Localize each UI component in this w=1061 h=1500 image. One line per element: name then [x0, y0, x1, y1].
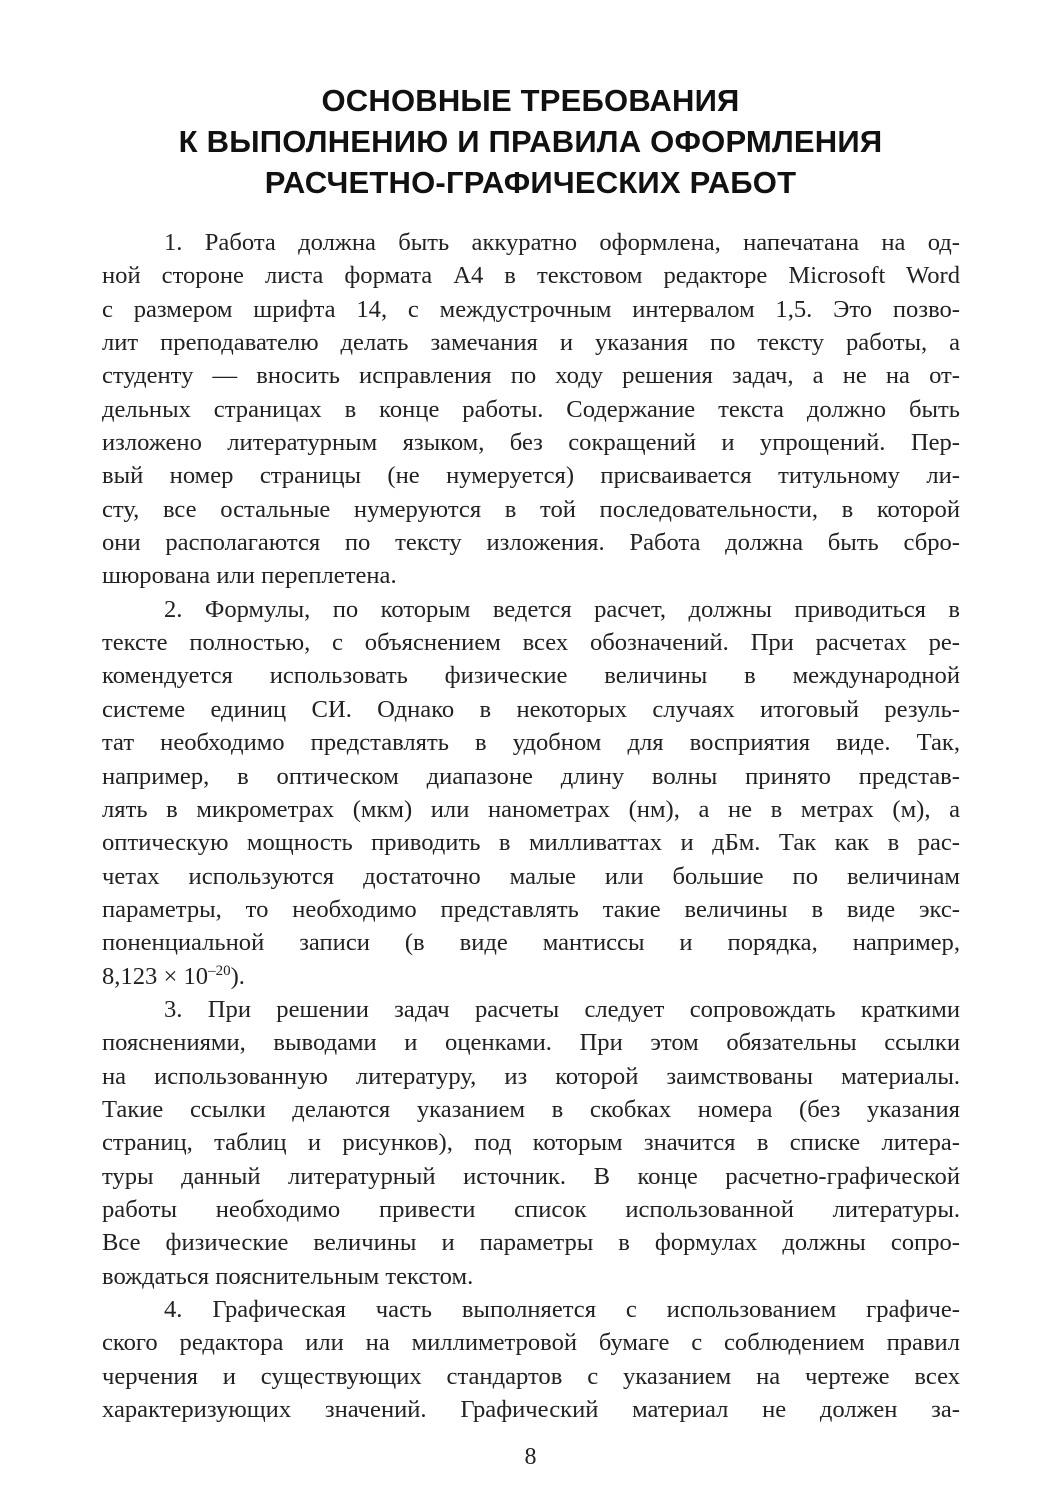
body-text — [102, 226, 960, 1426]
text-line: черчения и существующих стандартов с указанием на чертеже всех — [102, 1362, 960, 1390]
page-title — [100, 80, 961, 203]
text-line: с размером шрифта 14, с междустрочным интервалом 1,5. Это позво- — [102, 295, 960, 323]
text-line: шюрована или переплетена. — [102, 562, 397, 590]
text-line: тексте полностью, с объяснением всех обозначений. При расчетах ре- — [102, 629, 960, 657]
text-line: четах используются достаточно малые или большие по величинам — [102, 862, 960, 890]
text-line: системе единиц СИ. Однако в некоторых случаях итоговый резуль- — [102, 695, 960, 723]
formula-line — [102, 960, 960, 993]
text-line: вождаться пояснительным текстом. — [102, 1262, 474, 1290]
text-line: тат необходимо представлять в удобном для восприятия виде. Так, — [102, 729, 960, 757]
title-line: ОСНОВНЫЕ ТРЕБОВАНИЯ — [321, 83, 740, 118]
text-line: 2. Формулы, по которым ведется расчет, должны приводиться в — [164, 595, 960, 623]
text-line: комендуется использовать физические величины в международной — [102, 662, 960, 690]
text-line: Все физические величины и параметры в формулах должны сопро- — [102, 1229, 960, 1257]
page-number: 8 — [524, 1444, 537, 1470]
text-line: например, в оптическом диапазоне длину волны принято представ- — [102, 762, 960, 790]
text-line: туры данный литературный источник. В конце расчетно-графической — [102, 1162, 960, 1190]
text-line: дельных страницах в конце работы. Содержание текста должно быть — [102, 395, 960, 423]
title-line: К ВЫПОЛНЕНИЮ И ПРАВИЛА ОФОРМЛЕНИЯ — [178, 124, 883, 159]
text-line: на использованную литературу, из которой заимствованы материалы. — [102, 1062, 960, 1090]
formula-base: 8,123 × 10 — [102, 962, 209, 990]
text-line: изложено литературным языком, без сокращений и упрощений. Пер- — [102, 429, 960, 457]
text-line: 3. При решении задач расчеты следует сопровождать краткими — [164, 995, 960, 1023]
formula-tail: ). — [230, 962, 245, 990]
text-line: 1. Работа должна быть аккуратно оформлена, напечатана на од- — [164, 229, 960, 256]
text-line: студенту — вносить исправления по ходу решения задач, а не на от- — [102, 362, 960, 390]
text-line: параметры, то необходимо представлять такие величины в виде экс- — [102, 895, 960, 923]
text-line: оптическую мощность приводить в милливаттах и дБм. Так как в рас- — [102, 829, 960, 857]
text-line: характеризующих значений. Графический материал не должен за- — [102, 1396, 960, 1424]
text-line: ной стороне листа формата А4 в текстовом редакторе Microsoft Word — [102, 262, 960, 290]
text-line: страниц, таблиц и рисунков), под которым значится в списке литера- — [102, 1129, 960, 1157]
text-line: лять в микрометрах (мкм) или нанометрах (нм), а не в метрах (м), а — [102, 795, 960, 823]
paragraph-2 — [102, 593, 960, 993]
text-line: поненциальной записи (в виде мантиссы и порядка, например, — [102, 929, 960, 957]
text-line: Такие ссылки делаются указанием в скобках номера (без указания — [102, 1095, 960, 1123]
text-line: работы необходимо привести список использованной литературы. — [102, 1195, 960, 1223]
paragraph-1 — [102, 226, 960, 593]
text-line: ского редактора или на миллиметровой бумаге с соблюдением правил — [102, 1329, 960, 1357]
text-line: 4. Графическая часть выполняется с использованием графиче- — [164, 1296, 960, 1323]
title-line: РАСЧЕТНО-ГРАФИЧЕСКИХ РАБОТ — [264, 165, 797, 200]
text-line: пояснениями, выводами и оценками. При этом обязательны ссылки — [102, 1029, 960, 1057]
text-line: они располагаются по тексту изложения. Работа должна быть сбро- — [102, 529, 960, 557]
paragraph-3 — [102, 993, 960, 1293]
paragraph-4 — [102, 1293, 960, 1426]
formula-exponent: –20 — [208, 962, 231, 979]
text-line: сту, все остальные нумеруются в той последовательности, в которой — [102, 495, 960, 523]
text-line: лит преподавателю делать замечания и указания по тексту работы, а — [102, 329, 960, 357]
text-line: вый номер страницы (не нумеруется) присваивается титульному ли- — [102, 462, 960, 490]
